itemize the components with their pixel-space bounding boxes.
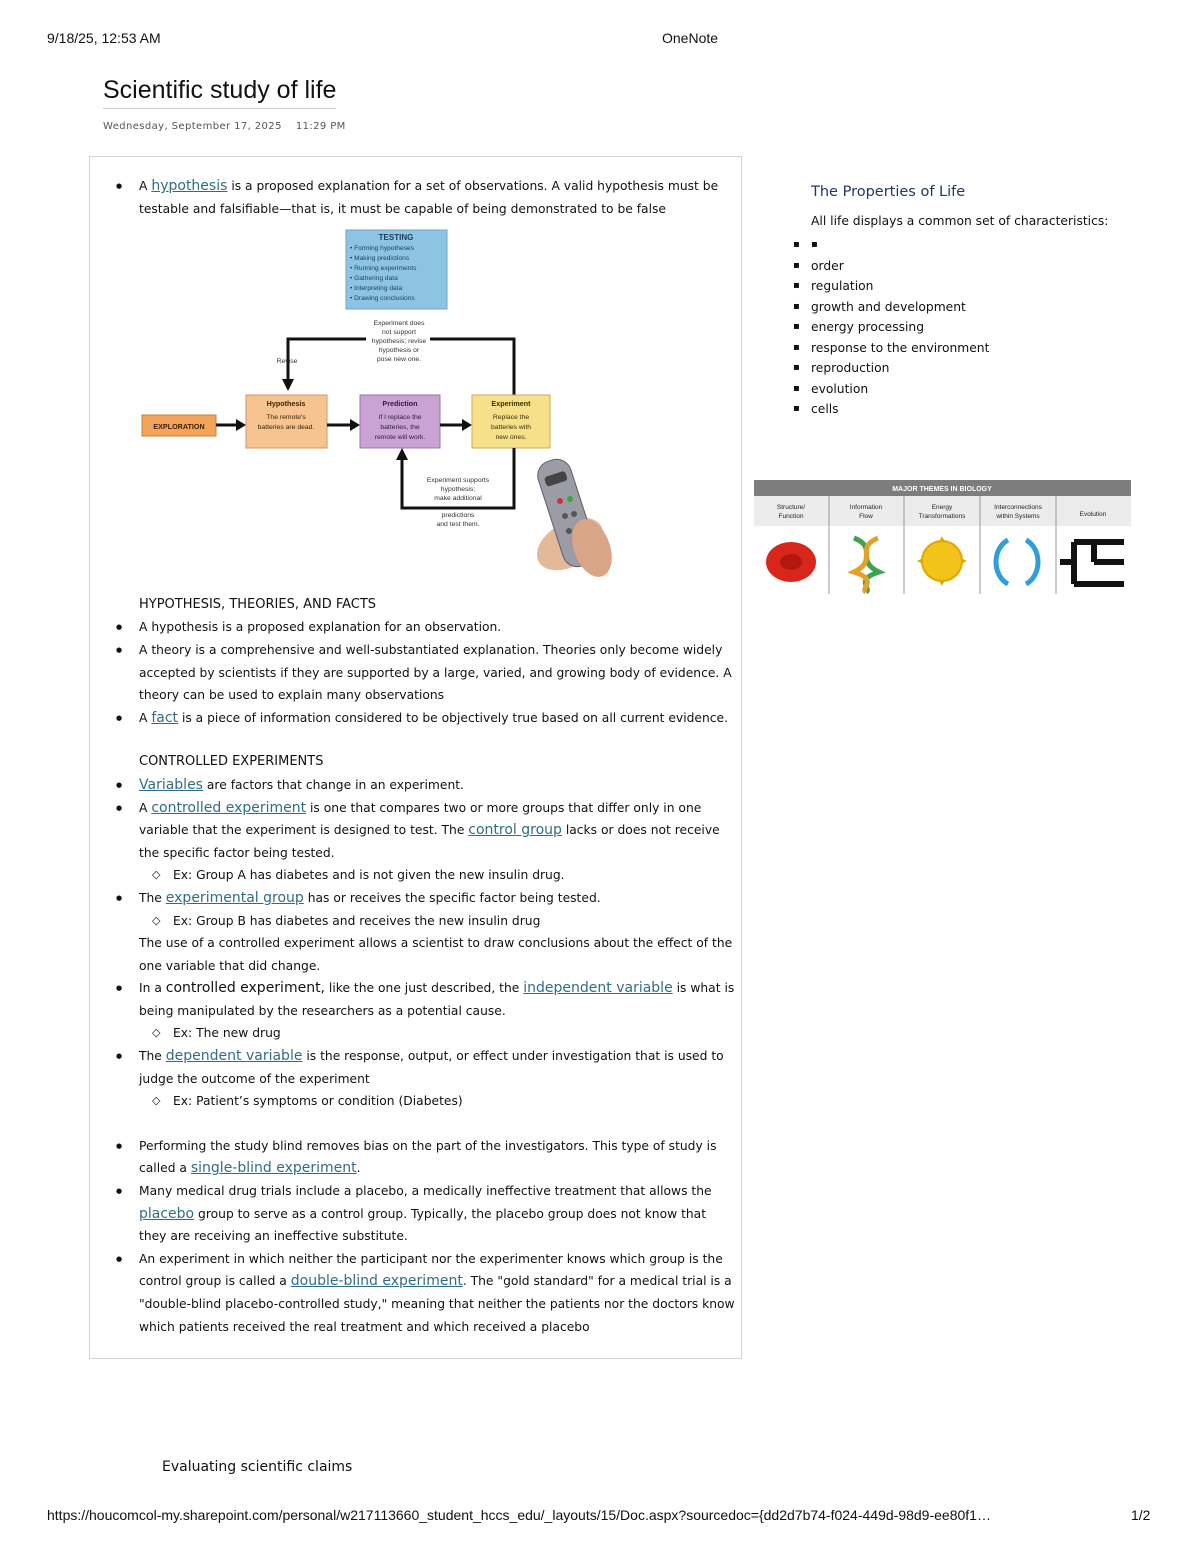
properties-item: ▪ reproduction: [793, 358, 1113, 379]
page-date-time: 11:29 PM: [295, 121, 346, 132]
remote-control-image: [528, 456, 612, 583]
svg-text:predictions: predictions: [441, 512, 475, 520]
properties-title: The Properties of Life: [811, 184, 966, 200]
testing-item: • Forming hypotheses: [350, 245, 414, 253]
list-item-placebo: ● Many medical drug trials include a placebo, a medically ineffective treatment that allows the placebo group to serve as a control group. Typically, the placebo group does not know that they are receiving an ineffective substitute.: [112, 1180, 737, 1248]
list-item-hypothesis-definition: ● A hypothesis is a proposed explanation for an observation.: [112, 616, 737, 639]
link-control-group[interactable]: control group: [468, 822, 562, 839]
themes-col-3: Energy Transformations: [918, 504, 966, 520]
list-item-single-blind: ● Performing the study blind removes bias on the part of the investigators. This type of study is called a single-blind experiment.: [112, 1135, 737, 1180]
sub-item-example-group-b: ◇ Ex: Group B has diabetes and receives the new insulin drug: [112, 910, 737, 933]
svg-text:Prediction: Prediction: [382, 399, 418, 409]
sub-item-example-group-a: ◇ Ex: Group A has diabetes and is not given the new insulin drug.: [112, 864, 737, 887]
link-experimental-group[interactable]: experimental group: [165, 889, 304, 906]
page-date: [103, 121, 346, 132]
properties-item: ▪ cells: [793, 399, 1113, 420]
testing-item: • Interpreting data: [350, 285, 403, 293]
svg-text:The remote's: The remote's: [266, 414, 306, 422]
svg-text:hypothesis; revise: hypothesis; revise: [371, 338, 427, 346]
properties-item: ▪ growth and development: [793, 297, 1113, 318]
properties-item: ▪ order: [793, 256, 1113, 277]
link-fact[interactable]: fact: [151, 709, 179, 726]
heading-hypothesis-theories-facts: HYPOTHESIS, THEORIES, AND FACTS: [139, 596, 377, 612]
revise-arrowhead: [282, 379, 294, 391]
print-datetime: 9/18/25, 12:53 AM: [47, 30, 161, 46]
testing-item: • Running experiments: [350, 265, 417, 273]
link-placebo[interactable]: placebo: [139, 1205, 195, 1222]
note-container-main[interactable]: [89, 156, 742, 1359]
link-single-blind-experiment[interactable]: single-blind experiment: [190, 1160, 357, 1177]
testing-item: • Gathering data: [350, 275, 398, 283]
page-date-day: Wednesday, September 17, 2025: [103, 121, 282, 132]
svg-text:Experiment: Experiment: [491, 399, 531, 409]
list-item-double-blind: ● An experiment in which neither the participant nor the experimenter knows which group is the control group is called a double-blind experiment. The "gold standard" for a medical trial is a "double-blind placebo-controlled study," meaning that neither the patients nor the doctors know which patients received the real treatment and which received a placebo: [112, 1248, 737, 1338]
list-item-independent-variable: ● In a controlled experiment, like the one just described, the independent variable is what is being manipulated by the researchers as a potential cause.: [112, 977, 737, 1022]
list-item-hypothesis: ● A hypothesis is a proposed explanation for a set of observations. A valid hypothesis must be testable and falsifiable—that is, it must be capable of being demonstrated to be false: [112, 175, 737, 220]
properties-item: ▪ response to the environment: [793, 338, 1113, 359]
properties-item: ▪ energy processing: [793, 317, 1113, 338]
testing-item: • Drawing conclusions: [350, 295, 415, 303]
svg-text:new ones.: new ones.: [495, 434, 527, 442]
list-item-controlled-experiment: ● A controlled experiment is one that compares two or more groups that differ only in one variable that the experiment is designed to test. The control group lacks or does not receive the specific factor being tested.: [112, 797, 737, 865]
sub-item-example-drug: ◇ Ex: The new drug: [112, 1022, 737, 1045]
print-page-number: 1/2: [1131, 1507, 1151, 1523]
properties-empty-item: ▪ ▪: [793, 235, 1113, 256]
testing-item: • Making predictions: [350, 255, 410, 263]
link-independent-variable[interactable]: independent variable: [523, 980, 673, 997]
svg-text:make additional: make additional: [434, 495, 482, 503]
testing-title: TESTING: [378, 233, 414, 243]
svg-text:Hypothesis: Hypothesis: [266, 399, 306, 409]
list-item-fact: ● A fact is a piece of information considered to be objectively true based on all current evidence.: [112, 707, 737, 730]
page-title[interactable]: Scientific study of life: [103, 76, 336, 109]
properties-item: ▪ regulation: [793, 276, 1113, 297]
link-hypothesis[interactable]: hypothesis: [151, 178, 228, 194]
heading-controlled-experiments: CONTROLLED EXPERIMENTS: [139, 754, 324, 770]
list-item-variables: ● Variables are factors that change in an experiment.: [112, 774, 737, 797]
svg-text:batteries with: batteries with: [490, 424, 532, 432]
list-item-dependent-variable: ● The dependent variable is the response, output, or effect under investigation that is used to judge the outcome of the experiment: [112, 1045, 737, 1090]
svg-text:Replace the: Replace the: [492, 414, 530, 422]
svg-text:Experiment supports: Experiment supports: [426, 477, 490, 485]
scientific-method-diagram: [112, 226, 612, 586]
note-container-properties[interactable]: [793, 182, 1113, 420]
note-evaluating-claims[interactable]: Evaluating scientific claims: [162, 1459, 353, 1475]
revise-label: Revise: [276, 358, 298, 366]
svg-text:and test them.: and test them.: [436, 521, 480, 529]
themes-col-2: Information Flow: [849, 504, 883, 520]
properties-intro: All life displays a common set of characteristics:: [811, 213, 1109, 228]
svg-text:batteries, the: batteries, the: [380, 424, 420, 432]
major-themes-image: [754, 480, 1131, 594]
print-url: https://houcomcol-my.sharepoint.com/personal/w217113660_student_hccs_edu/_layouts/15/Doc.aspx?sourcedoc={dd2d7b74-f024-449d-98d9-ee80f1…: [47, 1507, 991, 1523]
svg-text:If I replace the: If I replace the: [378, 414, 422, 422]
print-app-name: OneNote: [662, 30, 719, 46]
svg-text:hypothesis;: hypothesis;: [440, 486, 476, 494]
svg-text:EXPLORATION: EXPLORATION: [153, 422, 205, 432]
link-variables[interactable]: Variables: [139, 776, 203, 793]
themes-col-4: Interconnections within Systems: [994, 504, 1042, 520]
svg-text:not support: not support: [381, 329, 417, 337]
list-item-experimental-group: ● The experimental group has or receives the specific factor being tested.: [112, 887, 737, 910]
link-controlled-experiment[interactable]: controlled experiment: [151, 799, 307, 816]
paragraph-controlled-experiment-use: The use of a controlled experiment allows a scientist to draw conclusions about the effect of the one variable that did change.: [139, 936, 733, 973]
svg-text:hypothesis or: hypothesis or: [378, 347, 420, 355]
sub-item-example-symptoms: ◇ Ex: Patient’s symptoms or condition (Diabetes): [112, 1090, 737, 1113]
svg-text:Experiment does: Experiment does: [373, 320, 425, 328]
list-item-theory: ● A theory is a comprehensive and well-substantiated explanation. Theories only become widely accepted by scientists if they are supported by a large, varied, and growing body of evidence. A theory can be used to explain many observations: [112, 639, 737, 707]
link-double-blind-experiment[interactable]: double-blind experiment: [290, 1273, 463, 1290]
themes-col-1: Structure/ Function: [776, 504, 806, 520]
link-dependent-variable[interactable]: dependent variable: [165, 1048, 303, 1065]
support-arrowhead: [396, 448, 408, 460]
svg-text:remote will work.: remote will work.: [374, 434, 426, 442]
properties-item: ▪ evolution: [793, 379, 1113, 400]
themes-col-5: Evolution: [1079, 511, 1107, 518]
svg-text:batteries are dead.: batteries are dead.: [257, 424, 315, 432]
themes-title: MAJOR THEMES IN BIOLOGY: [892, 486, 992, 493]
svg-text:pose new one.: pose new one.: [376, 356, 422, 364]
